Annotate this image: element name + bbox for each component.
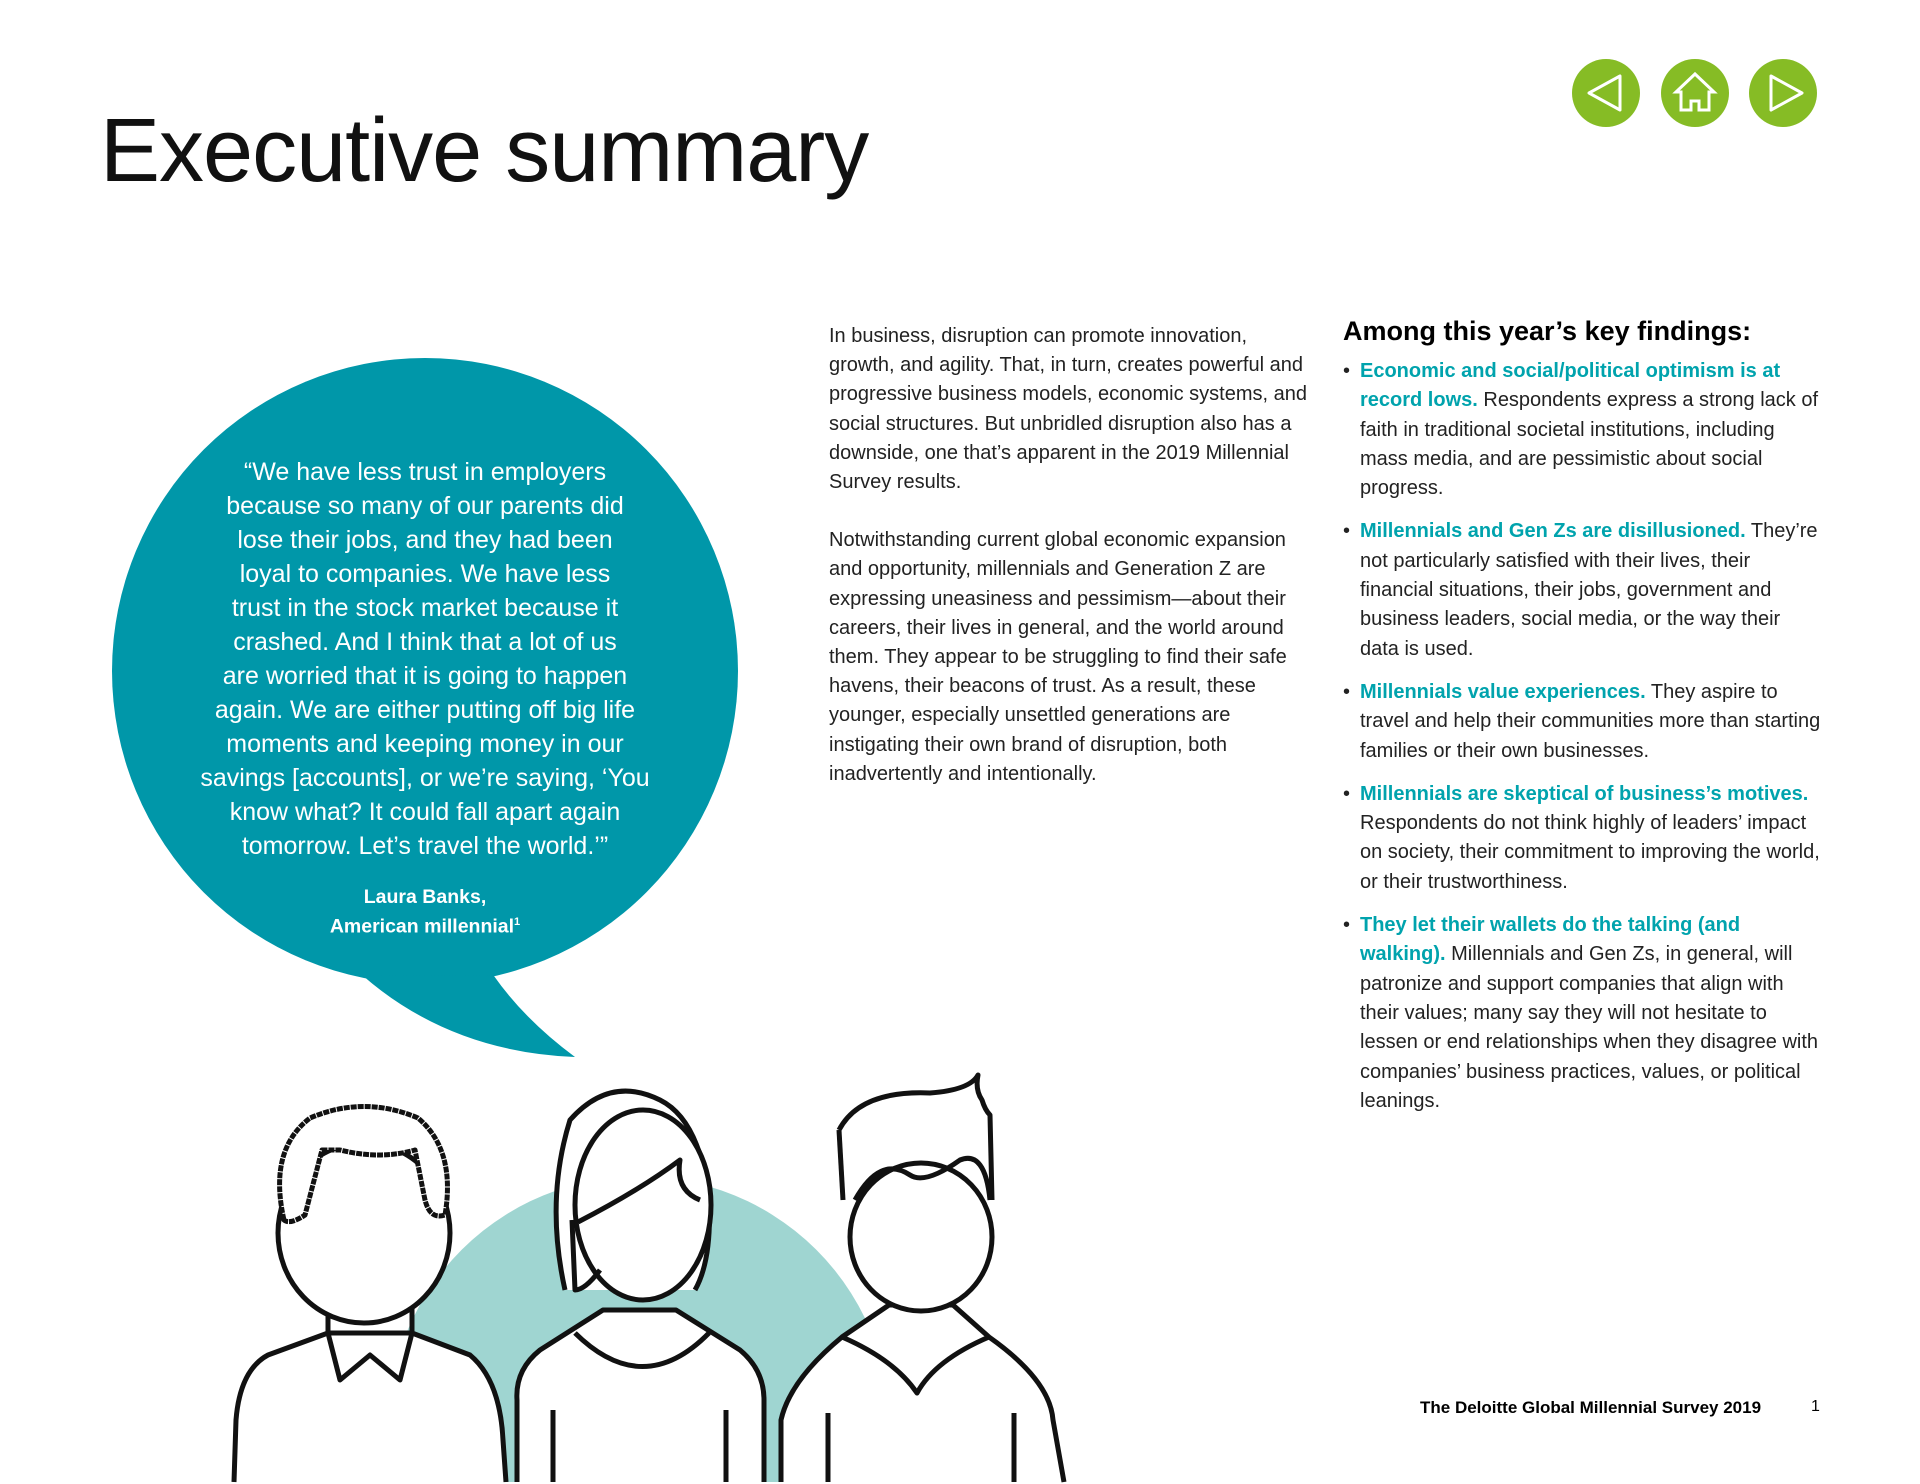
quote-line: loyal to companies. We have less bbox=[239, 560, 611, 588]
page-number: 1 bbox=[1811, 1398, 1820, 1415]
bullet: • bbox=[1343, 520, 1351, 543]
footnote-marker: 1 bbox=[514, 916, 521, 928]
quote-line: again. We are either putting off big life bbox=[214, 696, 636, 724]
bullet: • bbox=[1343, 680, 1351, 703]
finding-text: They aspire to travel and help their communities more than starting families or their own businesses. bbox=[1360, 680, 1821, 762]
finding-highlight: Millennials value experiences. bbox=[1360, 680, 1646, 703]
quote-author: Laura Banks, bbox=[363, 886, 487, 908]
finding-text: They’re not particularly satisfied with their lives, their financial situations, their jobs, government and business leaders, social media, or the way their data is used. bbox=[1360, 520, 1818, 660]
quote-line: “We have less trust in employers bbox=[243, 458, 607, 486]
quote-line: savings [accounts], or we’re saying, ‘You bbox=[200, 764, 650, 792]
quote-line: trust in the stock market because it bbox=[231, 594, 619, 622]
publication-name: The Deloitte Global Millennial Survey 2019 bbox=[1420, 1398, 1762, 1417]
bullet: • bbox=[1343, 782, 1351, 805]
quote-line: moments and keeping money in our bbox=[226, 730, 624, 758]
quote-line: are worried that it is going to happen bbox=[222, 662, 628, 690]
bullet: • bbox=[1343, 360, 1351, 382]
finding-text: Respondents do not think highly of leaders’ impact on society, their commitment to improving the world, or their trustworthiness. bbox=[1360, 812, 1820, 893]
quote-author-description: American millennial bbox=[329, 915, 515, 938]
quote-line: tomorrow. Let’s travel the world.’” bbox=[241, 832, 609, 860]
finding-highlight: Millennials are skeptical of business’s motives. bbox=[1360, 782, 1809, 805]
quote-line: lose their jobs, and they had been bbox=[237, 526, 613, 554]
finding-highlight: Economic and social/political optimism is at record lows. bbox=[1360, 360, 1781, 412]
finding-highlight: Millennials and Gen Zs are disillusioned. bbox=[1360, 520, 1746, 543]
quote-line: crashed. And I think that a lot of us bbox=[233, 628, 617, 656]
quote-line: know what? It could fall apart again bbox=[229, 798, 621, 826]
finding-highlight: They let their wallets do the talking (and walking). bbox=[1360, 914, 1741, 966]
intro-paragraph: In business, disruption can promote innovation, growth, and agility. That, in turn, creates powerful and progressive business models, economic systems, and social structures. But unbridled disruption also has a downside, one that’s apparent in the 2019 Millennial Survey results. bbox=[829, 325, 1307, 494]
page-title: Executive summary bbox=[100, 101, 869, 201]
intro-paragraph: Notwithstanding current global economic expansion and opportunity, millennials and Generation Z are expressing uneasiness and pessimism—about their careers, their lives in general, and the world around them. They appear to be struggling to find their safe havens, their beacons of trust. As a result, these younger, especially unsettled generations are instigating their own brand of disruption, both inadvertently and intentionally. bbox=[829, 529, 1287, 785]
key-findings-heading: Among this year’s key findings: bbox=[1343, 316, 1752, 346]
finding-text: Respondents express a strong lack of faith in traditional societal institutions, including mass media, and are pessimistic about social progress. bbox=[1360, 389, 1818, 500]
bullet: • bbox=[1343, 914, 1351, 937]
finding-text: Millennials and Gen Zs, in general, will patronize and support companies that align with their values; many say they will not hesitate to lessen or end relationships when they disagree with companies’ business practices, values, or political leanings. bbox=[1360, 943, 1819, 1112]
quote-line: because so many of our parents did bbox=[226, 492, 624, 520]
